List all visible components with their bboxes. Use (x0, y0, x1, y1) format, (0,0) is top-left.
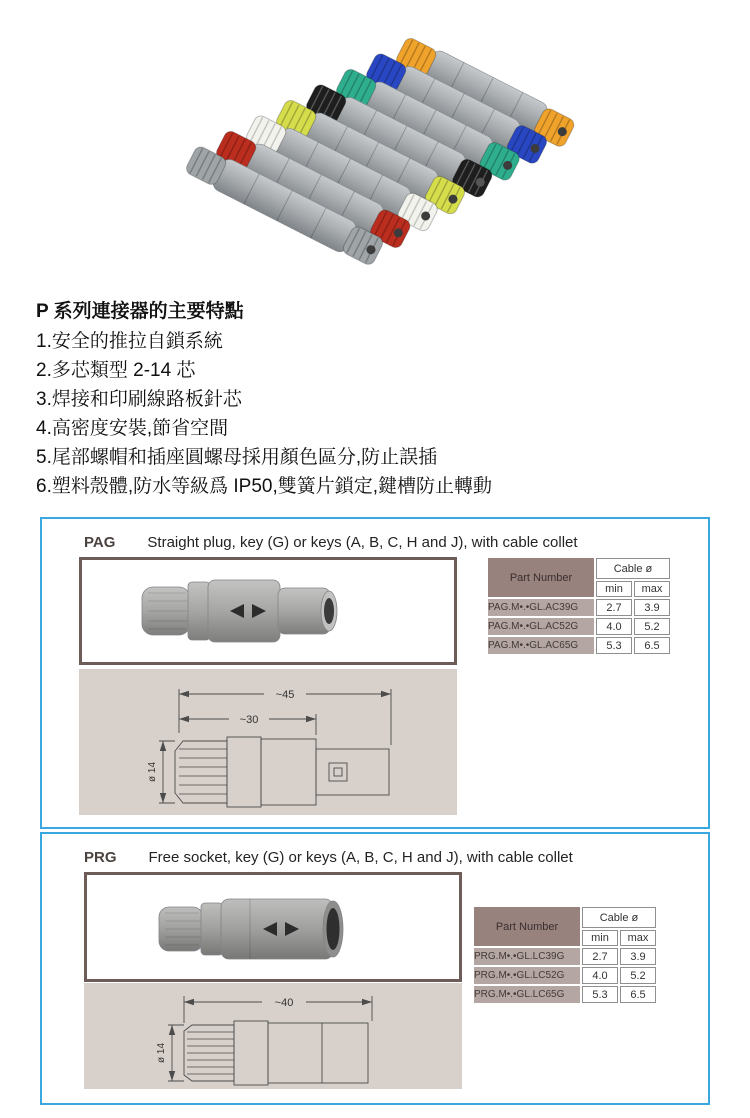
prg-technical-drawing (84, 983, 462, 1089)
feature-item-6: 6.塑料殼體,防水等級爲 IP50,雙簧片鎖定,鍵槽防止轉動 (36, 476, 493, 497)
connector-group-illustration (163, 22, 595, 292)
feature-item-4: 4.高密度安裝,節省空間 (36, 418, 229, 439)
features-section (36, 297, 726, 501)
table-row (474, 967, 656, 984)
prg-section-panel (40, 832, 710, 1105)
pag-title: Straight plug, key (G) or keys (A, B, C, H and J), with cable collet (147, 534, 578, 551)
pag-section-header (84, 534, 578, 551)
min-header: min (596, 581, 632, 597)
max-cell: 3.9 (620, 948, 656, 965)
pag-code-label: PAG (84, 534, 116, 551)
dimension-label-diameter: ø 14 (156, 1042, 167, 1064)
min-cell: 5.3 (596, 637, 632, 654)
feature-item-1: 1.安全的推拉自鎖系統 (36, 331, 223, 352)
table-row (474, 986, 656, 1003)
max-cell: 3.9 (634, 599, 670, 616)
max-header: max (620, 930, 656, 946)
dimension-label-front: ~30 (239, 714, 259, 726)
table-row (488, 599, 670, 616)
table-row (474, 948, 656, 965)
prg-spec-table (472, 905, 658, 1005)
part-number-cell: PRG.M•.•GL.LC52G (474, 967, 580, 984)
prg-title: Free socket, key (G) or keys (A, B, C, H and J), with cable collet (148, 849, 573, 866)
max-header: max (634, 581, 670, 597)
features-title: P 系列連接器的主要特點 (36, 301, 244, 322)
pag-photo-frame (79, 557, 457, 665)
min-cell: 2.7 (582, 948, 618, 965)
max-cell: 6.5 (620, 986, 656, 1003)
pag-technical-drawing (79, 669, 457, 815)
table-row (488, 637, 670, 654)
dimension-label-diameter: ø 14 (147, 761, 158, 783)
prg-section-header (84, 849, 573, 866)
dimension-label-overall: ~45 (275, 689, 295, 701)
max-cell: 6.5 (634, 637, 670, 654)
min-header: min (582, 930, 618, 946)
min-cell: 5.3 (582, 986, 618, 1003)
pag-spec-table (486, 556, 672, 656)
prg-socket-photo-illustration (87, 875, 459, 979)
part-number-cell: PAG.M•.•GL.AC65G (488, 637, 594, 654)
cable-diameter-header: Cable ø (582, 907, 656, 928)
pag-section-panel (40, 517, 710, 829)
part-number-cell: PRG.M•.•GL.LC65G (474, 986, 580, 1003)
part-number-cell: PAG.M•.•GL.AC39G (488, 599, 594, 616)
part-number-header: Part Number (488, 558, 594, 597)
part-number-cell: PAG.M•.•GL.AC52G (488, 618, 594, 635)
min-cell: 2.7 (596, 599, 632, 616)
feature-item-2: 2.多芯類型 2-14 芯 (36, 360, 196, 381)
table-row (488, 618, 670, 635)
prg-photo-frame (84, 872, 462, 982)
min-cell: 4.0 (596, 618, 632, 635)
part-number-cell: PRG.M•.•GL.LC39G (474, 948, 580, 965)
hero-product-photo (163, 22, 595, 292)
part-number-header: Part Number (474, 907, 580, 946)
pag-plug-photo-illustration (82, 560, 454, 662)
feature-item-3: 3.焊接和印刷線路板針芯 (36, 389, 242, 410)
dimension-label-overall: ~40 (274, 997, 294, 1009)
prg-code-label: PRG (84, 849, 117, 866)
cable-diameter-header: Cable ø (596, 558, 670, 579)
feature-item-5: 5.尾部螺帽和插座圓螺母採用顏色區分,防止誤插 (36, 447, 438, 468)
max-cell: 5.2 (634, 618, 670, 635)
max-cell: 5.2 (620, 967, 656, 984)
min-cell: 4.0 (582, 967, 618, 984)
